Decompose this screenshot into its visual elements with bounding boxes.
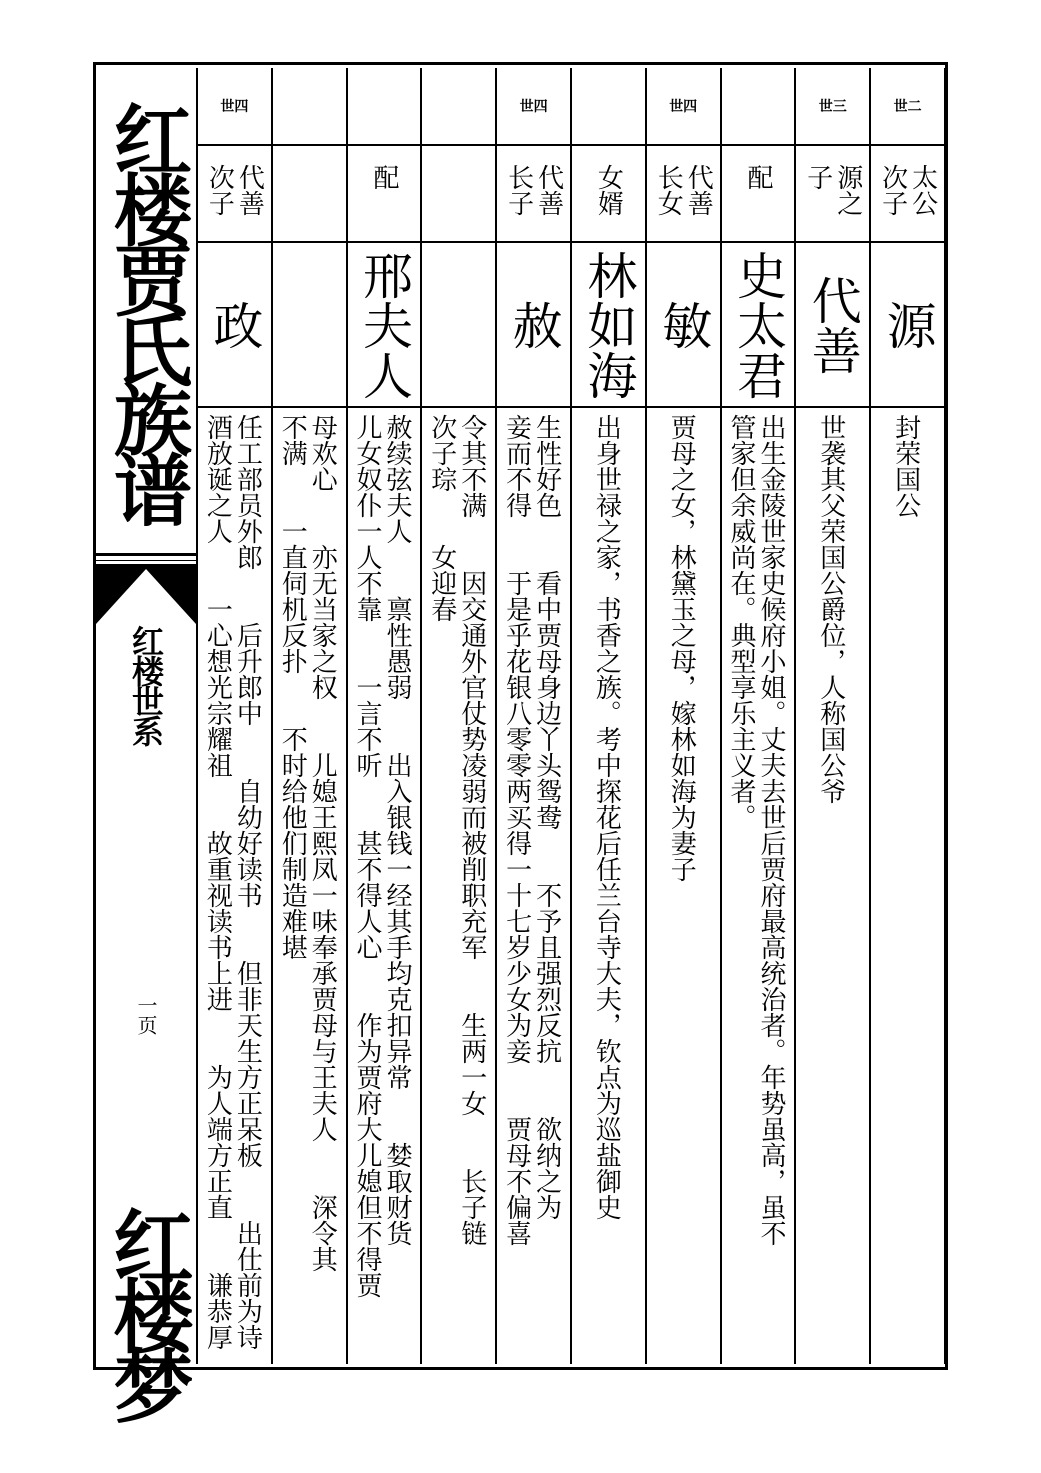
generation-cell [348, 68, 421, 146]
relation-cell: 配 [722, 146, 795, 243]
description-cell: 出身世禄之家，书香之族。考中探花后任兰台寺大夫，钦点为巡盐御史 [591, 414, 622, 1220]
generation-cell: 世三 [796, 68, 869, 146]
genealogy-column [198, 68, 273, 1364]
relation-cell [273, 146, 346, 243]
genealogy-column [422, 68, 497, 1364]
page-border-inner-line [946, 62, 948, 1370]
genealogy-column [647, 68, 722, 1364]
genealogy-column [796, 68, 871, 1364]
page-title: 红楼贾氏族谱 [101, 100, 191, 520]
relation-cell: 代善 次子 [198, 146, 271, 243]
genealogy-column [722, 68, 797, 1364]
description-cell: 赦续弦夫人 禀性愚弱 出入银钱一经其手均克扣异常 婪取财货 儿女奴仆一人不靠 一言不听 甚不得人心 作为贾府大儿媳但不得贾 [351, 414, 412, 1298]
title-divider-thick [96, 553, 196, 556]
person-name-cell [422, 243, 495, 408]
person-name-cell [273, 243, 346, 408]
person-name-cell: 邢夫人 [348, 243, 421, 408]
relation-cell [422, 146, 495, 243]
relation-cell: 代善 长子 [497, 146, 570, 243]
person-name-cell: 代善 [796, 243, 869, 408]
description-cell: 出生金陵世家史候府小姐。丈夫去世后贾府最高统治者。年势虽高，虽不 管家但余威尚在。典型享乐主义者。 [725, 414, 786, 1246]
generation-cell [273, 68, 346, 146]
genealogy-column [348, 68, 423, 1364]
relation-cell: 女婿 [572, 146, 645, 243]
footer-title: 红楼梦 [100, 1205, 193, 1415]
relation-cell: 太公 次子 [871, 146, 944, 243]
person-name-cell: 林如海 [572, 243, 645, 408]
generation-cell [422, 68, 495, 146]
generation-cell: 世四 [198, 68, 271, 146]
subtitle: 红楼世系 [127, 625, 165, 745]
description-cell: 世袭其父荣国公爵位，人称国公爷 [815, 414, 846, 804]
generation-cell: 世二 [871, 68, 944, 146]
relation-cell: 配 [348, 146, 421, 243]
generation-cell: 世四 [497, 68, 570, 146]
relation-cell: 源之 子 [796, 146, 869, 243]
description-cell: 令其不满 因交通外官仗势凌弱而被削职充军 生两一女 长子链 次子琮 女迎春 [426, 414, 487, 1246]
genealogy-column [273, 68, 348, 1364]
description-cell: 母欢心 亦无当家之权 儿媳王熙凤一味奉承贾母与王夫人 深令其 不满 一直伺机反扑 不时给他们制造难堪 [277, 414, 338, 1272]
person-name-cell: 赦 [497, 243, 570, 408]
title-panel [96, 65, 196, 1415]
generation-cell [722, 68, 795, 146]
person-name-cell: 史太君 [722, 243, 795, 408]
genealogy-column [572, 68, 647, 1364]
person-name-cell: 敏 [647, 243, 720, 408]
ribbon-tab-icon [96, 564, 196, 624]
description-cell: 生性好色 看中贾母身边丫头鸳鸯 不予且强烈反抗 欲纳之为 妾而不得 于是乎花银八零零两买得一十七岁少女为妾 贾母不偏喜 [501, 414, 562, 1246]
page-number: 一页 [134, 995, 158, 1035]
description-cell: 贾母之女，林黛玉之母，嫁林如海为妻子 [666, 414, 697, 882]
relation-cell: 代善 长女 [647, 146, 720, 243]
person-name-cell: 源 [871, 243, 944, 408]
description-cell: 封荣国公 [890, 414, 921, 518]
person-name-cell: 政 [198, 243, 271, 408]
genealogy-column [871, 68, 946, 1364]
description-cell: 任工部员外郎 后升郎中 自幼好读书 但非天生方正呆板 出仕前为诗 酒放诞之人 一心想光宗耀祖 故重视读书上进 为人端方正直 谦恭厚 [202, 414, 263, 1350]
generation-cell: 世四 [647, 68, 720, 146]
title-divider-thin [96, 560, 196, 561]
generation-cell [572, 68, 645, 146]
genealogy-column [497, 68, 572, 1364]
genealogy-table [196, 68, 944, 1364]
